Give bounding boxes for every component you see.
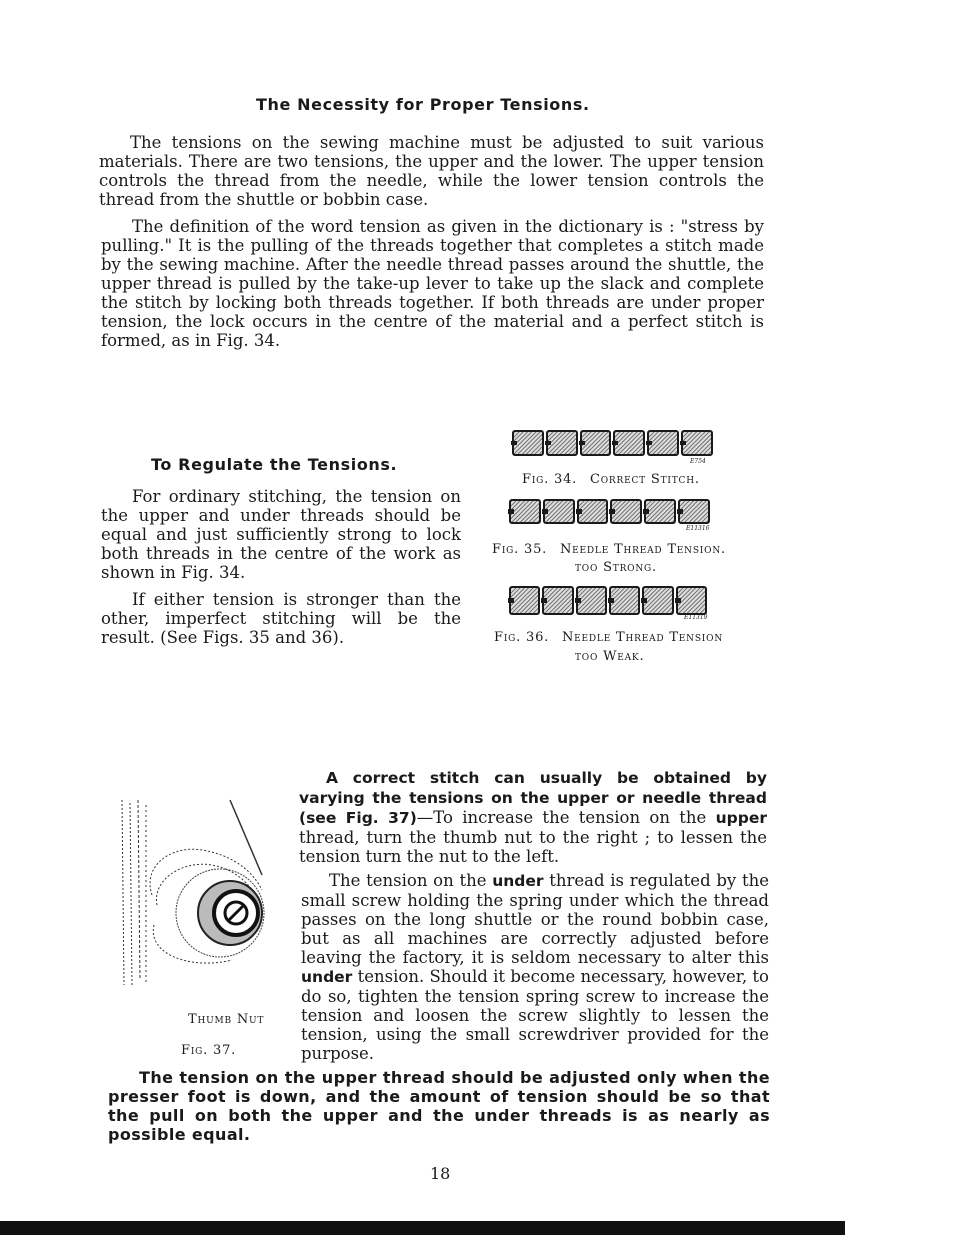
figure-number: Fig. 37. bbox=[181, 1043, 237, 1058]
closing-paragraph: The tension on the upper thread should be adjusted only when the presser foot is down, and the amount of tension should be so that the pull on both the upper and the under threads is as nearly as possible equal. bbox=[108, 1068, 770, 1144]
emphasis-under: under bbox=[492, 872, 544, 890]
paragraph-upper-tension bbox=[299, 768, 767, 866]
figure-subtitle: too Weak. bbox=[575, 649, 645, 664]
figure-number: Fig. 36. bbox=[494, 630, 550, 645]
figure-number: Fig. 35. bbox=[492, 542, 548, 557]
paragraph-ordinary-stitching: For ordinary stitching, the tension on the upper and under threads should be equal and just sufficiently strong to lock both threads in the centre of the work as shown in Fig. 34. bbox=[101, 487, 461, 582]
figure-title: Needle Thread Tension bbox=[562, 630, 724, 645]
paragraph-tensions-intro: The tensions on the sewing machine must be adjusted to suit various materials. There are two tensions, the upper and the lower. The upper tension controls the thread from the needle, while the lower tension controls the thread from the shuttle or bobbin case. bbox=[99, 133, 764, 209]
figure-title: Correct Stitch. bbox=[590, 472, 700, 487]
scan-edge-bar bbox=[0, 1221, 845, 1235]
thumb-nut-icon bbox=[176, 869, 264, 957]
emphasis-upper: upper bbox=[715, 809, 767, 827]
figure-36-caption bbox=[494, 630, 723, 645]
figure-35-caption bbox=[492, 542, 726, 557]
figure-37-caption bbox=[181, 1043, 236, 1058]
text-run: —To increase the tension on the bbox=[416, 808, 716, 827]
section-title-necessity: The Necessity for Proper Tensions. bbox=[256, 95, 590, 114]
emphasis-under: under bbox=[301, 968, 353, 986]
figure-34-caption bbox=[522, 472, 700, 487]
text-run: The tension on the bbox=[329, 871, 493, 890]
correct-stitch-figure bbox=[511, 430, 714, 456]
figure-code: E11319 bbox=[684, 614, 708, 621]
figure-number: Fig. 34. bbox=[522, 472, 578, 487]
paragraph-imperfect-stitching: If either tension is stronger than the other, imperfect stitching will be the result. (See Figs. 35 and 36). bbox=[101, 590, 461, 647]
page-number: 18 bbox=[430, 1164, 451, 1183]
figure-35-caption-line2 bbox=[575, 560, 657, 575]
thumb-nut-label bbox=[188, 1012, 264, 1027]
figure-subtitle: too Strong. bbox=[575, 560, 657, 575]
paragraph-tension-definition: The definition of the word tension as given in the dictionary is : "stress by pulling." It is the pulling of the threads together that completes a stitch made by the sewing machine. After the needle thread passes around the shuttle, the upper thread is pulled by the take-up lever to take up the slack and complete the stitch by locking both threads together. If both threads are under proper tension, the lock occurs in the centre of the material and a perfect stitch is formed, as in Fig. 34. bbox=[101, 217, 764, 350]
figure-code: E754 bbox=[690, 458, 706, 465]
text-run: tension. Should it become necessary, however, to do so, tighten the tension spring screw to increase the tension and loosen the screw slightly to lessen the tension, using the small screwdriver provided for the purpose. bbox=[301, 967, 769, 1063]
figure-title: Needle Thread Tension. bbox=[560, 542, 726, 557]
label-text: Thumb Nut bbox=[188, 1012, 265, 1027]
figure-code: E11316 bbox=[686, 525, 710, 532]
paragraph-under-tension bbox=[301, 871, 769, 1063]
bold-lead: A correct stitch can usually be obtained by varying the tensions on the upper or needle thread (see Fig. 37) bbox=[299, 769, 767, 827]
tension-too-weak-figure bbox=[508, 586, 708, 615]
thumb-nut-illustration bbox=[112, 795, 277, 995]
tension-too-strong-figure bbox=[508, 499, 711, 524]
text-run: thread, turn the thumb nut to the right ; to lessen the tension turn the nut to the left. bbox=[299, 828, 767, 866]
section-title-regulate: To Regulate the Tensions. bbox=[151, 455, 398, 474]
figure-36-caption-line2 bbox=[575, 649, 644, 664]
text-run: thread is regulated by the small screw holding the spring under which the thread passes on the long shuttle or the round bobbin case, but as all machines are correctly adjusted before leaving the factory, it is seldom necessary to alter this bbox=[301, 871, 769, 967]
